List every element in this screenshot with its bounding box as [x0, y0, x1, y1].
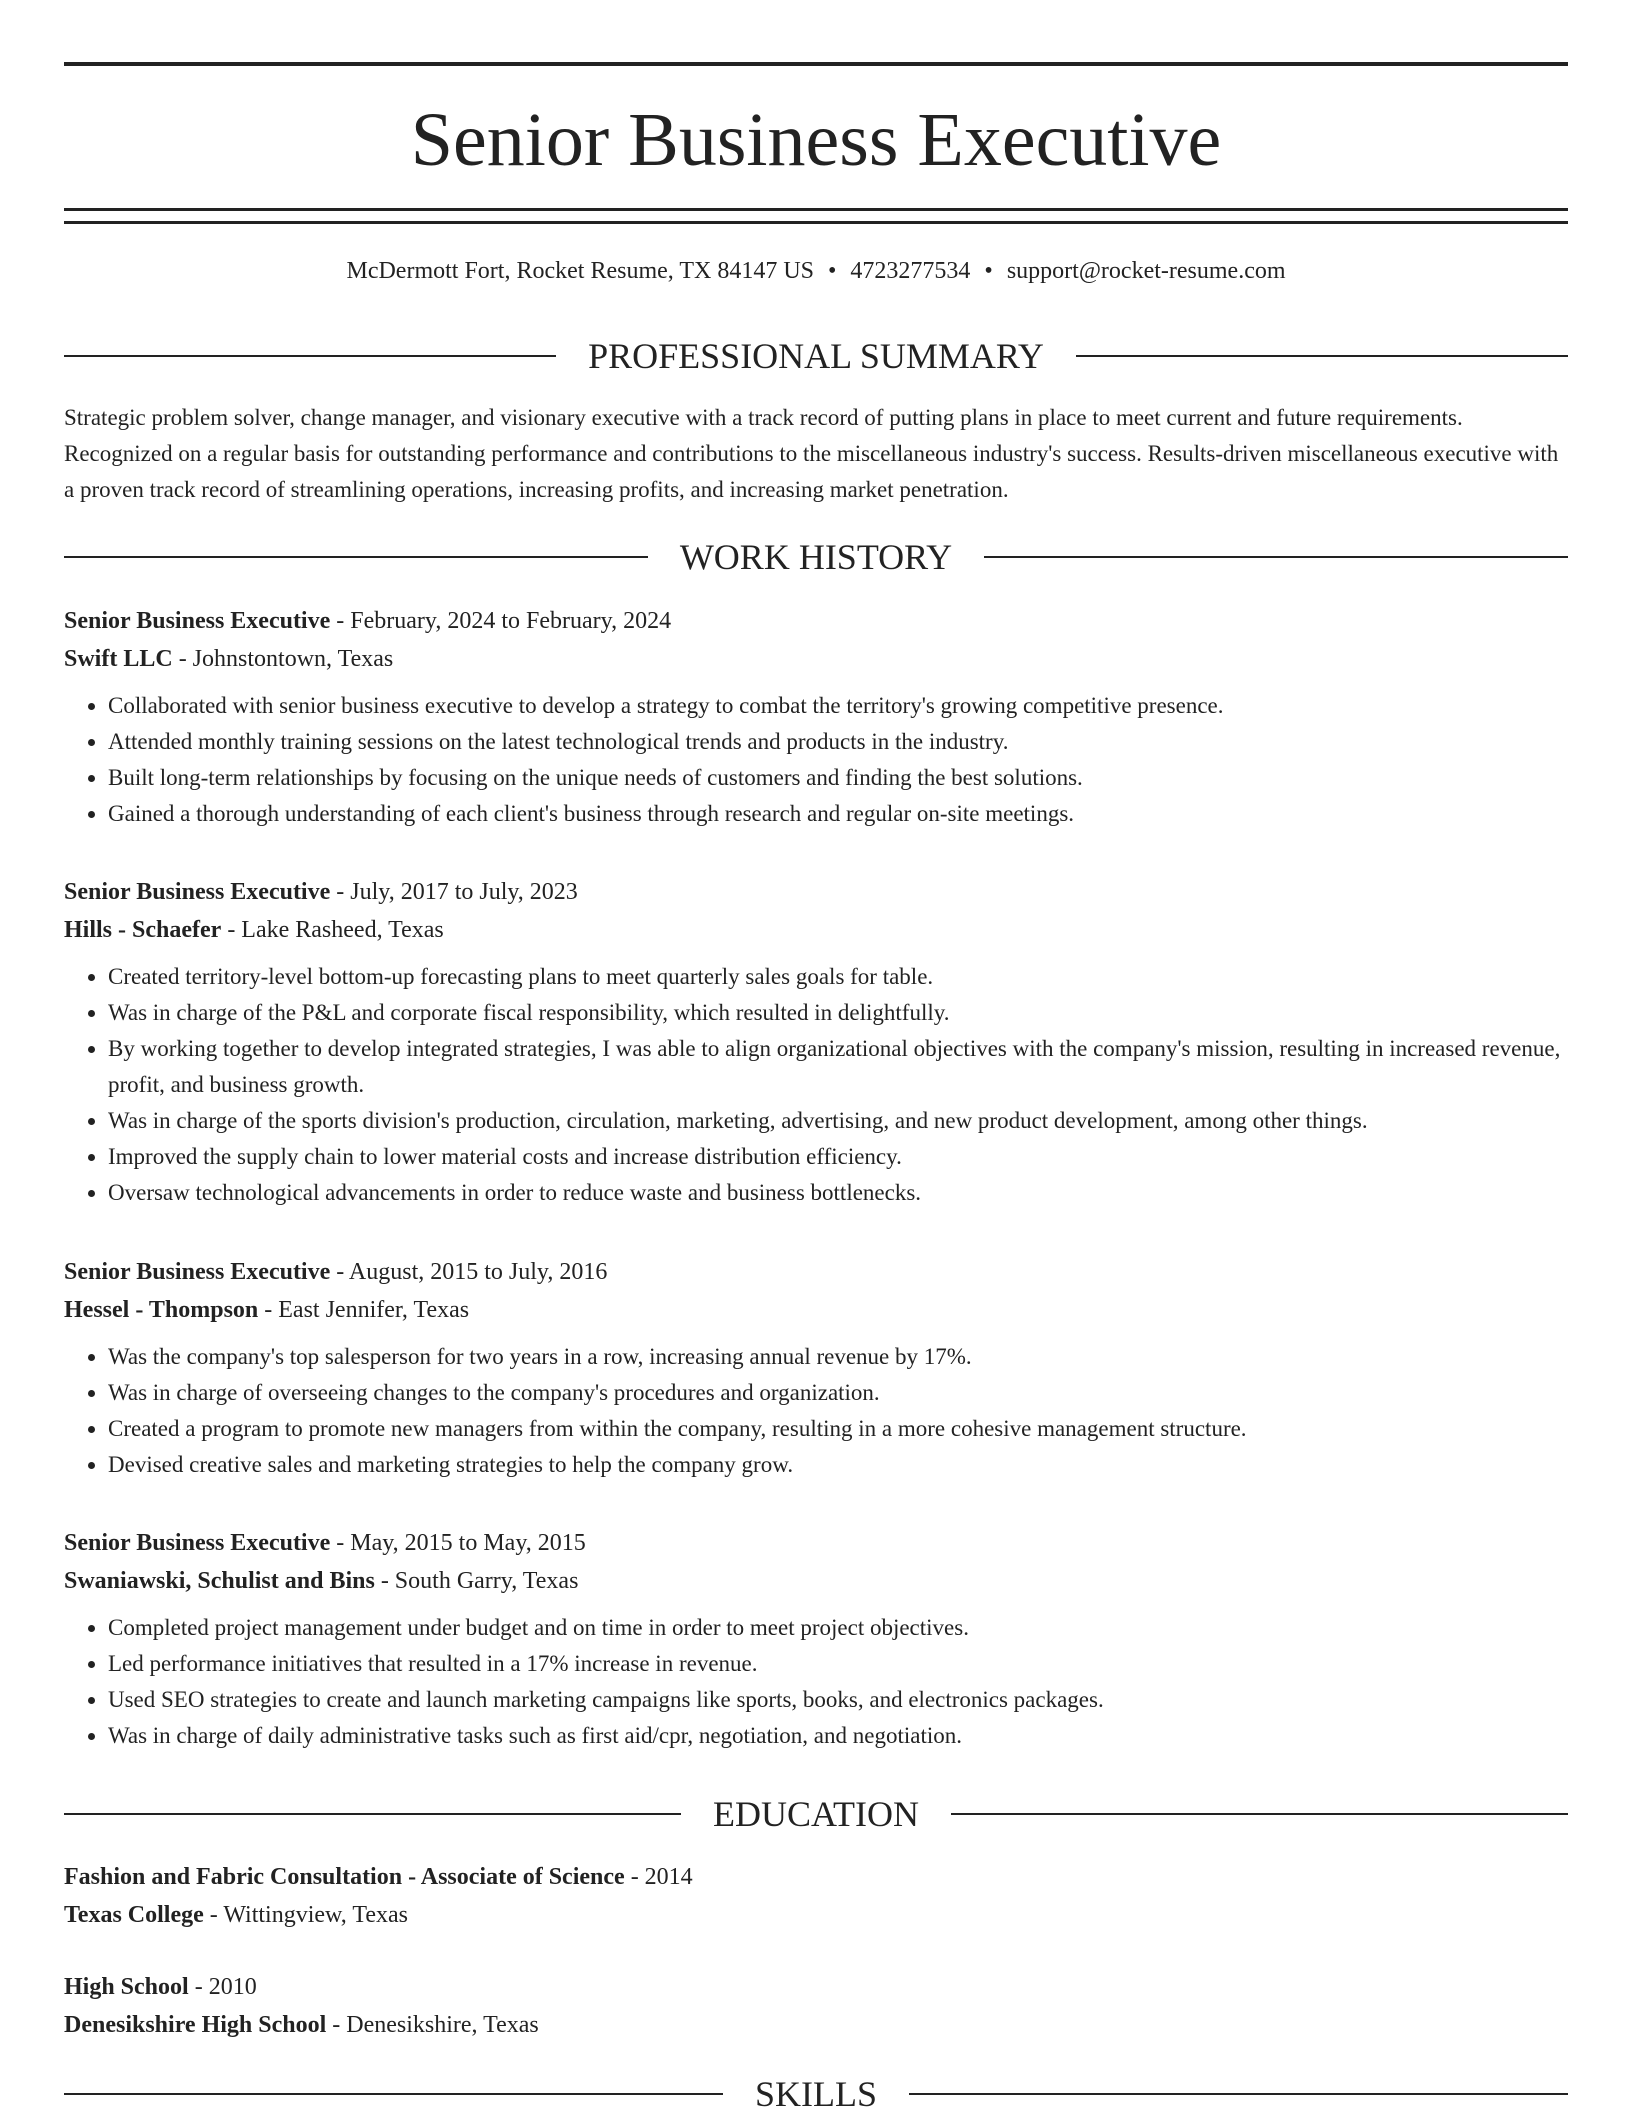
job-title-line	[64, 1253, 1568, 1291]
job-bullet: • Was the company's top salesperson for two years in a row, increasing annual revenue by 17%.	[108, 1339, 1568, 1375]
job-title: Senior Business Executive	[64, 1259, 331, 1285]
job-title: Senior Business Executive	[64, 608, 331, 634]
job-company-line	[64, 640, 1568, 678]
education-degree: High School	[64, 1974, 189, 2000]
education-location: - Wittingview, Texas	[203, 1902, 408, 1928]
job-title-line	[64, 602, 1568, 640]
education-school-line	[64, 2006, 1568, 2044]
job-bullet: • Used SEO strategies to create and launch marketing campaigns like sports, books, and electronics packages.	[108, 1682, 1568, 1718]
job-bullet: • Created a program to promote new managers from within the company, resulting in a more cohesive management structure.	[108, 1411, 1568, 1447]
candidate-name: Senior Business Executive	[410, 98, 1222, 182]
job-entry	[64, 1524, 1568, 1754]
job-title-line	[64, 1524, 1568, 1562]
education-school: Texas College	[64, 1902, 204, 1928]
section-heading-label: SKILLS	[755, 2074, 878, 2114]
heading-rule	[909, 2093, 1568, 2095]
job-company-line	[64, 1291, 1568, 1329]
section-heading-label: WORK HISTORY	[679, 537, 953, 577]
contact-address: McDermott Fort, Rocket Resume, TX 84147 US	[346, 258, 815, 284]
job-bullet: • Attended monthly training sessions on the latest technological trends and products in the industry.	[108, 724, 1568, 760]
contact-phone: 4723277534	[850, 258, 971, 284]
job-location: - South Garry, Texas	[374, 1568, 579, 1594]
job-title-line	[64, 873, 1568, 911]
section-heading-education	[64, 1792, 1568, 1836]
job-company: Swift LLC	[64, 646, 173, 672]
top-divider	[64, 62, 1568, 66]
job-company: Hills - Schaefer	[64, 917, 222, 943]
job-bullet: • By working together to develop integrated strategies, I was able to align organizational objectives with the company's mission, resulting in increased revenue, profit, and business growth.	[108, 1031, 1568, 1103]
education-degree-line	[64, 1858, 1568, 1896]
job-bullets	[64, 1339, 1568, 1483]
job-dates: - July, 2017 to July, 2023	[330, 879, 578, 905]
job-bullets	[64, 1610, 1568, 1754]
education-entry	[64, 1968, 1568, 2044]
heading-rule	[984, 556, 1568, 558]
job-bullet: • Devised creative sales and marketing strategies to help the company grow.	[108, 1447, 1568, 1483]
job-bullet: • Was in charge of the P&L and corporate fiscal responsibility, which resulted in delightfully.	[108, 995, 1568, 1031]
education-year: - 2014	[624, 1864, 693, 1890]
contact-line	[64, 254, 1568, 288]
job-bullet: • Was in charge of the sports division's production, circulation, marketing, advertising, and new product development, among other things.	[108, 1103, 1568, 1139]
education-location: - Denesikshire, Texas	[326, 2012, 539, 2038]
job-company: Hessel - Thompson	[64, 1297, 259, 1323]
job-dates: - May, 2015 to May, 2015	[330, 1530, 586, 1556]
header-double-divider	[64, 208, 1568, 224]
job-bullet: • Improved the supply chain to lower material costs and increase distribution efficiency.	[108, 1139, 1568, 1175]
heading-rule	[64, 355, 556, 357]
education-school: Denesikshire High School	[64, 2012, 327, 2038]
education-school-line	[64, 1896, 1568, 1934]
section-heading-work-history	[64, 535, 1568, 579]
contact-separator: •	[828, 258, 837, 284]
job-bullets	[64, 688, 1568, 832]
job-title: Senior Business Executive	[64, 1530, 331, 1556]
education-degree-line	[64, 1968, 1568, 2006]
job-dates: - August, 2015 to July, 2016	[330, 1259, 608, 1285]
heading-rule	[64, 1813, 681, 1815]
job-bullet: • Was in charge of overseeing changes to the company's procedures and organization.	[108, 1375, 1568, 1411]
section-heading-summary	[64, 334, 1568, 378]
section-heading-label: EDUCATION	[713, 1794, 919, 1834]
heading-rule	[1076, 355, 1568, 357]
job-bullet: • Oversaw technological advancements in order to reduce waste and business bottlenecks.	[108, 1175, 1568, 1211]
heading-rule	[64, 2093, 723, 2095]
education-entry	[64, 1858, 1568, 1934]
section-heading-skills	[64, 2072, 1568, 2116]
job-bullets	[64, 959, 1568, 1211]
job-bullet: • Collaborated with senior business executive to develop a strategy to combat the territory's growing competitive presence.	[108, 688, 1568, 724]
job-dates: - February, 2024 to February, 2024	[330, 608, 672, 634]
job-location: - Johnstontown, Texas	[172, 646, 394, 672]
contact-email: support@rocket-resume.com	[1006, 258, 1286, 284]
heading-rule	[64, 556, 648, 558]
job-entry	[64, 602, 1568, 832]
job-location: - Lake Rasheed, Texas	[221, 917, 444, 943]
job-bullet: • Was in charge of daily administrative tasks such as first aid/cpr, negotiation, and negotiation.	[108, 1718, 1568, 1754]
job-bullet: • Gained a thorough understanding of each client's business through research and regular on-site meetings.	[108, 796, 1568, 832]
job-location: - East Jennifer, Texas	[258, 1297, 470, 1323]
job-title: Senior Business Executive	[64, 879, 331, 905]
job-bullet: • Led performance initiatives that resulted in a 17% increase in revenue.	[108, 1646, 1568, 1682]
heading-rule	[951, 1813, 1568, 1815]
job-entry	[64, 873, 1568, 1211]
job-bullet: • Built long-term relationships by focusing on the unique needs of customers and finding the best solutions.	[108, 760, 1568, 796]
contact-separator: •	[984, 258, 993, 284]
job-company: Swaniawski, Schulist and Bins	[64, 1568, 375, 1594]
job-company-line	[64, 1562, 1568, 1600]
summary-text: Strategic problem solver, change manager, and visionary executive with a track record of putting plans in place to meet current and future requirements. Recognized on a regular basis for outstanding performance and contributions to the miscellaneous industry's success. Results-driven miscellaneous executive with a proven track record of streamlining operations, increasing profits, and increasing market penetration.	[64, 405, 1559, 502]
job-company-line	[64, 911, 1568, 949]
job-bullet: • Created territory-level bottom-up forecasting plans to meet quarterly sales goals for table.	[108, 959, 1568, 995]
job-entry	[64, 1253, 1568, 1483]
job-bullet: • Completed project management under budget and on time in order to meet project objectives.	[108, 1610, 1568, 1646]
section-heading-label: PROFESSIONAL SUMMARY	[588, 336, 1044, 376]
education-year: - 2010	[188, 1974, 257, 2000]
education-degree: Fashion and Fabric Consultation - Associate of Science	[64, 1864, 625, 1890]
